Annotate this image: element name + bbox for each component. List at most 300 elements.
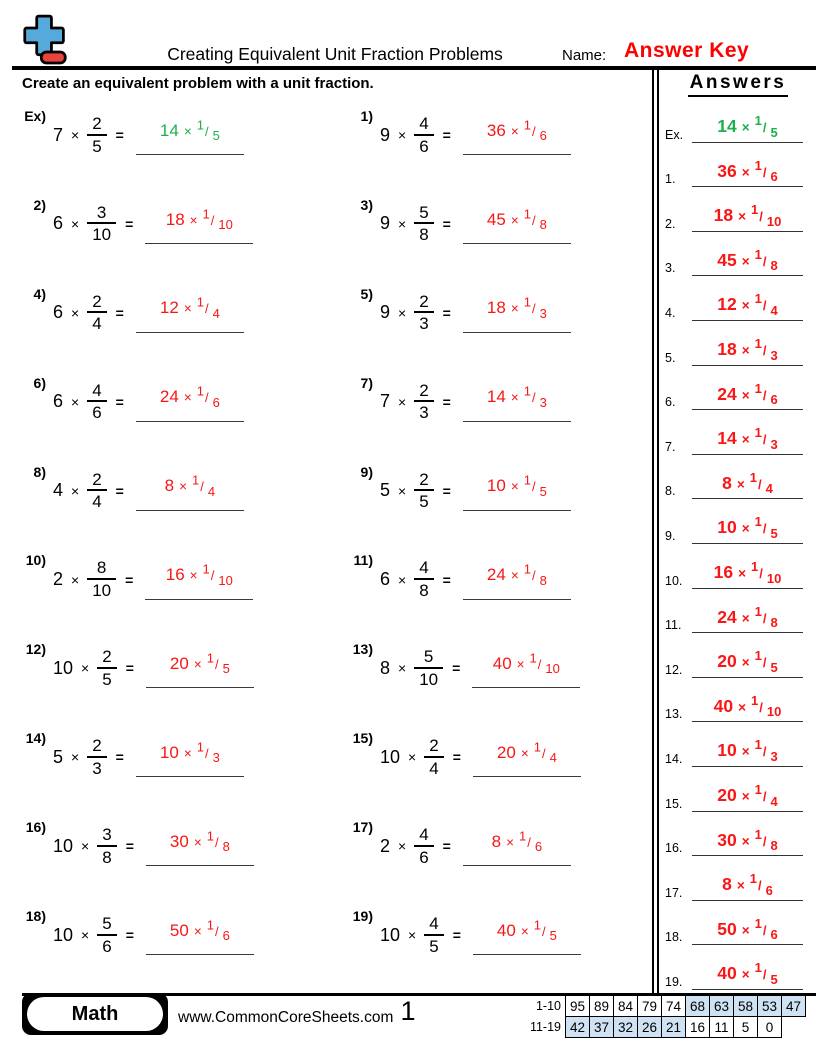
score-cell: 63 (709, 995, 734, 1017)
answer-blank-line (136, 739, 244, 777)
answer-coefficient: 24 (717, 383, 737, 404)
fraction (414, 203, 433, 245)
problem-expression (53, 292, 244, 334)
answer-blank-line (473, 917, 581, 955)
answer-coefficient: 50 (169, 920, 189, 940)
fraction-numerator: 3 (96, 202, 107, 222)
fraction-slash: / (531, 301, 536, 317)
subject-badge (22, 993, 168, 1035)
instruction-text: Create an equivalent problem with a unit fraction. (22, 75, 374, 92)
problem-expression (380, 114, 571, 156)
answer-blank-line (473, 739, 581, 777)
multiplication-sign: × (183, 123, 192, 139)
answer-coefficient: 30 (169, 831, 189, 851)
name-label: Name: (562, 47, 607, 64)
unit-fraction-denominator: 10 (766, 704, 782, 720)
fraction-numerator: 2 (429, 736, 439, 756)
answer-row (660, 143, 816, 188)
answer-underline (692, 648, 803, 677)
problem-expression (380, 914, 581, 956)
answer-number-label: 11. (665, 618, 682, 633)
unit-fraction-denominator: 3 (539, 394, 547, 410)
fraction-numerator: 2 (419, 469, 429, 489)
fraction-slash: / (758, 476, 762, 492)
answer-blank-line (146, 828, 254, 866)
fraction (424, 914, 443, 956)
answer-row (660, 544, 816, 589)
fraction-slash: / (762, 343, 767, 359)
unit-fraction-denominator: 4 (549, 750, 557, 766)
problem-number-label: 14) (25, 730, 46, 747)
fraction-slash: / (762, 120, 767, 136)
answer-coefficient: 12 (717, 294, 737, 315)
problem-expression (53, 736, 244, 778)
multiplication-sign: × (179, 479, 187, 495)
problem (327, 807, 654, 896)
answer-blank-line (136, 473, 244, 511)
unit-fraction-numerator: 1 (754, 648, 762, 664)
answer-number-label: 16. (665, 841, 683, 856)
fraction-denominator: 4 (87, 311, 106, 334)
problem (0, 718, 327, 807)
answer-row (660, 856, 816, 901)
equals-sign: = (125, 660, 134, 677)
unit-fraction-denominator: 8 (539, 572, 547, 588)
multiplication-sign: × (398, 482, 407, 499)
fraction-slash: / (762, 253, 767, 269)
fraction-denominator: 10 (414, 667, 443, 690)
answer-row (660, 98, 816, 143)
problem-number-label: Ex) (24, 108, 46, 124)
multiplication-sign: × (741, 432, 750, 448)
problem (0, 629, 327, 718)
multiplication-sign: × (741, 610, 750, 626)
unit-fraction-denominator: 3 (212, 750, 220, 766)
multiplication-sign: × (741, 744, 750, 760)
multiplication-sign: × (398, 127, 407, 144)
problem-number-label: 4) (33, 285, 46, 302)
fraction-numerator: 8 (96, 558, 107, 578)
score-table (528, 995, 806, 1038)
fraction-numerator: 2 (92, 291, 102, 311)
answer-row (660, 767, 816, 812)
whole-number: 6 (53, 302, 64, 323)
answer-text (713, 692, 782, 720)
answer-underline (692, 916, 803, 945)
problem (0, 96, 327, 185)
unit-fraction-denominator: 10 (218, 216, 233, 232)
multiplication-sign: × (741, 655, 750, 671)
answer-underline (692, 202, 803, 231)
problem-number-label: 15) (352, 730, 373, 747)
answer-coefficient: 14 (717, 428, 737, 449)
answer-text (159, 117, 220, 144)
fraction-denominator: 5 (87, 134, 106, 157)
multiplication-sign: × (510, 301, 519, 317)
score-cell: 53 (757, 995, 782, 1017)
answer-coefficient: 50 (717, 918, 737, 939)
unit-fraction-denominator: 10 (766, 213, 782, 229)
equals-sign: = (115, 393, 124, 410)
answer-coefficient: 20 (717, 785, 737, 805)
answer-text (717, 157, 778, 185)
whole-number: 10 (53, 835, 74, 856)
problem-expression (380, 292, 571, 334)
problem-expression (53, 381, 244, 423)
unit-fraction-denominator: 4 (770, 793, 778, 809)
unit-fraction-denominator: 4 (770, 302, 778, 318)
answer-coefficient: 36 (717, 160, 737, 181)
answer-row (660, 410, 816, 455)
unit-fraction-denominator: 4 (765, 481, 773, 497)
unit-fraction-numerator: 1 (754, 603, 762, 619)
website-url: www.CommonCoreSheets.com (178, 1009, 394, 1026)
whole-number: 2 (380, 835, 391, 856)
unit-fraction-numerator: 1 (206, 917, 214, 933)
answer-text (486, 383, 547, 410)
unit-fraction-denominator: 5 (770, 659, 778, 675)
answer-text (164, 472, 216, 499)
answer-underline (692, 425, 803, 454)
fraction-denominator: 4 (424, 756, 443, 779)
problem (327, 629, 654, 718)
answer-text (486, 117, 547, 144)
multiplication-sign: × (71, 127, 80, 144)
multiplication-sign: × (408, 927, 417, 944)
fraction-numerator: 2 (419, 380, 429, 400)
answer-text (717, 648, 778, 675)
multiplication-sign: × (738, 699, 747, 715)
multiplication-sign: × (71, 215, 80, 232)
multiplication-sign: × (741, 833, 750, 849)
unit-fraction-numerator: 1 (754, 514, 762, 530)
score-cell: 47 (781, 995, 806, 1017)
fraction (97, 647, 116, 689)
equals-sign: = (115, 749, 124, 766)
multiplication-sign: × (736, 878, 745, 894)
answer-blank-line (472, 650, 580, 688)
fraction (97, 914, 116, 956)
unit-fraction-numerator: 1 (754, 336, 762, 352)
answer-blank-line (463, 384, 571, 422)
multiplication-sign: × (741, 789, 750, 804)
unit-fraction-denominator: 5 (770, 971, 778, 987)
unit-fraction-numerator: 1 (206, 828, 214, 844)
answer-number-label: 2. (665, 216, 676, 231)
equals-sign: = (442, 127, 451, 144)
problem (0, 274, 327, 363)
answer-text (165, 561, 233, 588)
fraction-slash: / (531, 479, 536, 495)
problem-number-label: 13) (352, 641, 373, 658)
answer-blank-line (463, 295, 571, 333)
answer-text (486, 294, 547, 321)
unit-fraction-numerator: 1 (749, 470, 757, 486)
answer-coefficient: 14 (717, 116, 737, 137)
unit-fraction-denominator: 5 (549, 928, 557, 944)
fraction-numerator: 2 (92, 469, 102, 489)
answer-coefficient: 20 (169, 654, 189, 674)
fraction-slash: / (762, 298, 767, 314)
fraction-slash: / (531, 123, 536, 139)
fraction (414, 647, 443, 689)
problem-expression (380, 558, 571, 600)
fraction-numerator: 3 (102, 825, 112, 845)
multiplication-sign: × (741, 343, 750, 359)
unit-fraction-numerator: 1 (751, 559, 759, 575)
unit-fraction-numerator: 1 (754, 425, 762, 441)
answer-coefficient: 8 (164, 476, 175, 496)
unit-fraction-numerator: 1 (523, 383, 531, 399)
multiplication-sign: × (193, 923, 202, 939)
multiplication-sign: × (741, 922, 750, 938)
equals-sign: = (442, 571, 451, 588)
problem-number-label: 18) (25, 908, 46, 925)
answers-title: Answers (688, 72, 789, 97)
answer-coefficient: 8 (491, 831, 502, 851)
answer-text (717, 826, 778, 854)
multiplication-sign: × (741, 967, 750, 983)
answer-underline (692, 604, 803, 633)
equals-sign: = (442, 215, 451, 232)
score-row (528, 1016, 806, 1038)
fraction-numerator: 2 (92, 736, 102, 756)
whole-number: 9 (380, 124, 391, 145)
problem-number-label: 17) (352, 819, 373, 836)
answer-underline (692, 113, 803, 142)
score-cell: 11 (709, 1016, 734, 1038)
fraction (414, 292, 433, 334)
multiplication-sign: × (81, 927, 90, 944)
header-divider (12, 66, 816, 70)
answer-number-label: 18. (665, 930, 683, 945)
problem (0, 185, 327, 274)
equals-sign: = (452, 660, 461, 677)
fraction-slash: / (762, 387, 767, 403)
answer-blank-line (145, 561, 253, 599)
whole-number: 10 (380, 924, 401, 945)
problem-number-label: 11) (353, 552, 373, 569)
unit-fraction-denominator: 6 (770, 927, 778, 943)
answer-text (722, 871, 773, 898)
score-cell: 74 (661, 995, 686, 1017)
answer-text (717, 782, 778, 809)
multiplication-sign: × (193, 834, 202, 850)
fraction-numerator: 4 (429, 914, 439, 934)
answer-text (717, 247, 778, 274)
whole-number: 10 (53, 924, 74, 945)
fraction-numerator: 4 (419, 114, 429, 133)
fraction (424, 736, 443, 778)
unit-fraction-numerator: 1 (533, 917, 541, 933)
answer-number-label: 13. (665, 707, 683, 722)
fraction-slash: / (759, 699, 763, 715)
unit-fraction-denominator: 5 (770, 525, 778, 541)
fraction-slash: / (762, 610, 767, 626)
multiplication-sign: × (520, 745, 529, 761)
fraction-slash: / (204, 390, 209, 406)
fraction-denominator: 6 (414, 134, 433, 157)
answer-blank-line (146, 917, 254, 955)
unit-fraction-numerator: 1 (523, 117, 531, 133)
answer-coefficient: 10 (717, 740, 737, 761)
answer-coefficient: 16 (165, 565, 185, 585)
multiplication-sign: × (398, 304, 407, 321)
problem-expression (380, 647, 580, 689)
answer-text (486, 561, 547, 588)
unit-fraction-numerator: 1 (754, 247, 762, 263)
answer-text (717, 915, 778, 943)
fraction-slash: / (541, 923, 546, 939)
answer-underline (692, 158, 803, 187)
answer-underline (692, 292, 803, 321)
fraction-denominator: 5 (414, 489, 433, 512)
fraction-denominator: 4 (87, 489, 106, 512)
problem (327, 274, 654, 363)
fraction (87, 558, 116, 600)
fraction (87, 470, 106, 512)
equals-sign: = (452, 749, 461, 766)
answer-blank-line (463, 473, 571, 511)
answer-coefficient: 10 (717, 517, 737, 538)
equals-sign: = (125, 571, 134, 588)
multiplication-sign: × (510, 123, 519, 139)
answer-coefficient: 8 (722, 472, 732, 493)
answer-underline (692, 871, 803, 900)
score-cell: 84 (613, 995, 638, 1017)
multiplication-sign: × (510, 479, 519, 495)
fraction-slash: / (204, 123, 209, 139)
fraction-slash: / (762, 744, 767, 760)
answer-blank-line (136, 384, 244, 422)
unit-fraction-numerator: 1 (529, 650, 537, 666)
answer-number-label: 19. (665, 974, 683, 989)
fraction-slash: / (531, 212, 536, 228)
fraction (87, 381, 106, 423)
answer-row (660, 187, 816, 232)
problem-expression (53, 558, 253, 600)
answer-coefficient: 36 (486, 120, 506, 140)
problem-expression (380, 470, 571, 512)
multiplication-sign: × (71, 304, 80, 321)
unit-fraction-numerator: 1 (196, 383, 204, 399)
equals-sign: = (442, 838, 451, 855)
problem (0, 896, 327, 985)
answer-underline (692, 961, 803, 990)
answer-text (717, 380, 778, 408)
fraction (87, 114, 106, 156)
problem-expression (380, 825, 571, 867)
answer-number-label: 5. (665, 350, 676, 365)
answer-coefficient: 45 (717, 249, 737, 270)
unit-fraction-denominator: 6 (534, 839, 543, 855)
problem (0, 540, 327, 629)
unit-fraction-denominator: 8 (539, 216, 547, 232)
score-cell: 32 (613, 1016, 638, 1038)
fraction-numerator: 2 (92, 114, 102, 133)
answer-coefficient: 10 (486, 476, 506, 496)
answer-text (717, 291, 778, 318)
whole-number: 6 (53, 213, 64, 234)
answer-text (717, 336, 778, 363)
answer-blank-line (463, 828, 571, 866)
multiplication-sign: × (741, 521, 750, 537)
problem-number-label: 2) (33, 196, 46, 213)
unit-fraction-numerator: 1 (754, 157, 762, 173)
unit-fraction-numerator: 1 (196, 294, 204, 310)
multiplication-sign: × (738, 566, 747, 582)
answer-text (717, 960, 778, 987)
fraction-slash: / (759, 566, 763, 582)
unit-fraction-denominator: 6 (212, 394, 220, 410)
equals-sign: = (115, 482, 124, 499)
answer-text (159, 739, 220, 766)
fraction-slash: / (541, 745, 546, 761)
unit-fraction-denominator: 6 (770, 392, 778, 408)
problem-number-label: 9) (360, 463, 373, 480)
equals-sign: = (125, 215, 134, 232)
score-range-label: 11-19 (529, 1020, 561, 1034)
multiplication-sign: × (183, 745, 192, 761)
answer-coefficient: 18 (717, 339, 737, 360)
unit-fraction-numerator: 1 (518, 828, 527, 844)
answer-underline (692, 738, 803, 767)
unit-fraction-numerator: 1 (751, 202, 759, 218)
multiplication-sign: × (398, 393, 407, 410)
equals-sign: = (125, 927, 134, 944)
whole-number: 5 (380, 480, 391, 501)
unit-fraction-denominator: 10 (766, 570, 782, 586)
multiplication-sign: × (510, 212, 519, 228)
worksheet-title: Creating Equivalent Unit Fraction Problems (167, 44, 503, 64)
answer-number-label: 3. (665, 261, 676, 276)
problem-expression (53, 114, 244, 156)
multiplication-sign: × (741, 387, 750, 403)
fraction-slash: / (537, 657, 542, 673)
problem (327, 96, 654, 185)
unit-fraction-numerator: 1 (196, 117, 204, 133)
problem-number-label: 12) (25, 641, 46, 658)
answer-coefficient: 24 (159, 387, 179, 407)
fraction-slash: / (762, 432, 767, 448)
unit-fraction-numerator: 1 (754, 113, 762, 129)
score-cell: 5 (733, 1016, 758, 1038)
answer-coefficient: 14 (486, 387, 506, 407)
fraction-denominator: 10 (87, 222, 116, 245)
fraction-slash: / (762, 655, 767, 671)
answer-coefficient: 30 (717, 829, 737, 850)
answer-blank-line (136, 117, 244, 155)
multiplication-sign: × (71, 482, 80, 499)
answer-number-label: 12. (665, 662, 683, 677)
answer-text (717, 603, 778, 631)
answer-row (660, 945, 816, 990)
answer-number-label: 6. (665, 395, 676, 410)
answer-coefficient: 10 (159, 742, 179, 762)
fraction (87, 203, 116, 245)
answer-text (486, 205, 547, 232)
answer-blank-line (463, 561, 571, 599)
answer-coefficient: 40 (713, 695, 734, 716)
fraction-denominator: 5 (97, 667, 116, 690)
answer-row (660, 232, 816, 277)
score-cell: 0 (757, 1016, 782, 1038)
answer-coefficient: 16 (713, 562, 734, 583)
answer-row (660, 366, 816, 411)
problem-number-label: 7) (360, 374, 373, 391)
multiplication-sign: × (398, 660, 407, 677)
unit-fraction-denominator: 6 (222, 928, 230, 944)
